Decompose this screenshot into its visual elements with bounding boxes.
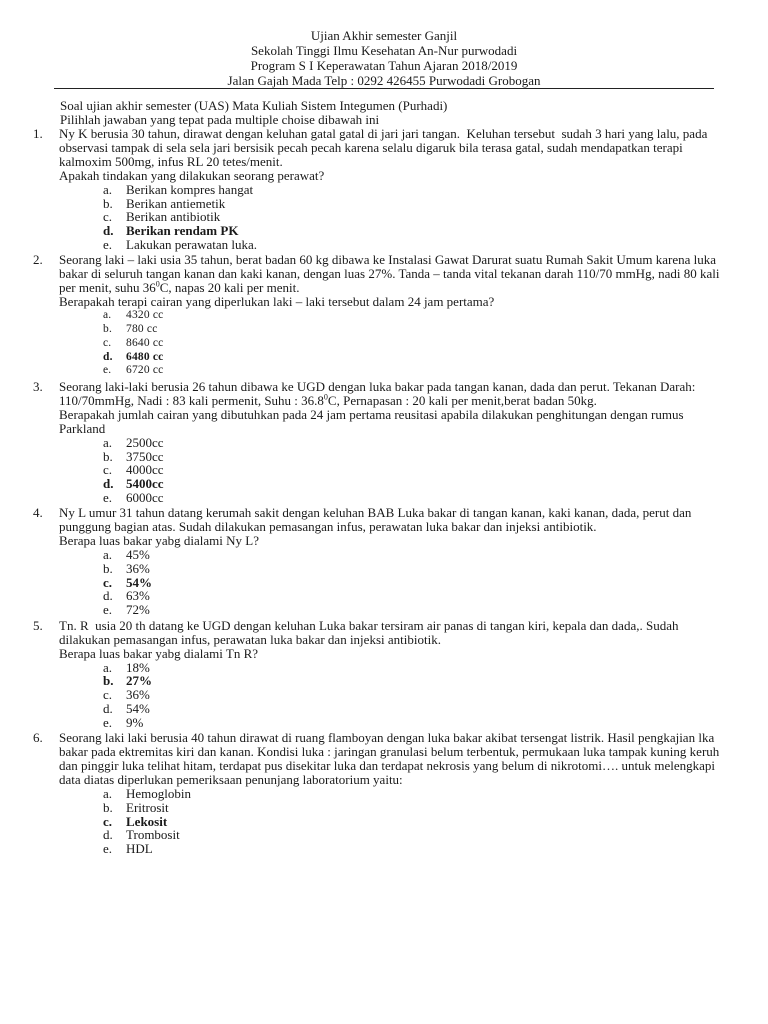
answer-option bbox=[59, 603, 721, 617]
question-number: 2. bbox=[33, 252, 43, 268]
option-letter: b. bbox=[103, 561, 113, 576]
question-5 bbox=[0, 619, 768, 729]
exam-header bbox=[0, 28, 768, 88]
answer-option bbox=[59, 477, 721, 491]
answer-option bbox=[59, 450, 721, 464]
question-3 bbox=[0, 380, 768, 504]
option-text: 9% bbox=[126, 714, 144, 730]
option-text: 4000cc bbox=[126, 462, 164, 478]
answer-options bbox=[59, 436, 721, 504]
option-text: Berikan antibiotik bbox=[126, 209, 221, 225]
header-divider bbox=[54, 88, 714, 89]
answer-option bbox=[59, 183, 721, 197]
question-ask: Berapa luas bakar yabg dialami Tn R? bbox=[59, 645, 259, 661]
option-letter: e. bbox=[103, 489, 113, 505]
option-text: Hemoglobin bbox=[126, 786, 191, 802]
option-text: 72% bbox=[126, 602, 150, 618]
stem-text-b: C, napas 20 kali per menit. bbox=[159, 280, 300, 296]
answer-option bbox=[59, 688, 721, 702]
option-text: Berikan kompres hangat bbox=[126, 182, 254, 197]
option-letter: e. bbox=[103, 602, 113, 618]
option-text: Lekosit bbox=[126, 813, 168, 829]
option-letter: c. bbox=[103, 687, 113, 703]
answer-option bbox=[59, 562, 721, 576]
option-text: 63% bbox=[126, 588, 150, 604]
question-ask: Berapakah terapi cairan yang diperlukan laki – laki tersebut dalam 24 jam pertama? bbox=[59, 294, 495, 310]
answer-options bbox=[59, 309, 721, 377]
option-letter: c. bbox=[103, 336, 112, 349]
answer-option bbox=[59, 787, 721, 801]
option-text: Berikan antiemetik bbox=[126, 195, 226, 211]
option-letter: e. bbox=[103, 236, 113, 252]
option-text: 54% bbox=[126, 574, 152, 590]
question-stem: Ny K berusia 30 tahun, dirawat dengan keluhan gatal gatal di jari jari tangan. Keluhan tersebut sudah 3 hari yang lalu, pada observasi tampak di sela sela jari bersisik pecah pecah karena selalu digaruk bila terasa gatal, sudah mendapatkan terapi kalmoxim 500mg, infus RL 20 tetes/menit. bbox=[59, 126, 711, 169]
header-program: Program S I Keperawatan Tahun Ajaran 2018/2019 bbox=[250, 58, 518, 73]
question-ask: Apakah tindakan yang dilakukan seorang perawat? bbox=[59, 168, 325, 183]
question-stem: Tn. R usia 20 th datang ke UGD dengan keluhan Luka bakar tersiram air panas di tangan kiri, kepala dan dada,. Sudah dilakukan pemasangan infus, perawatan luka bakar dan injeksi antibiotik. bbox=[59, 617, 682, 647]
option-text: 8640 cc bbox=[126, 336, 164, 349]
degree-superscript: 0 bbox=[155, 280, 160, 290]
stem-text-a: Seorang laki-laki berusia 26 tahun dibawa ke UGD dengan luka bakar pada tangan kanan, dada dan perut. Tekanan Darah: 110/70mmHg, Nadi : 83 kali permenit, Suhu : 36.8 bbox=[59, 378, 699, 408]
question-stem: Ny L umur 31 tahun datang kerumah sakit dengan keluhan BAB Luka bakar di tangan kanan, kaki kanan, dada, perut dan punggung bagian atas. Sudah dilakukan pemasangan infus, perawatan luka bakar dan injeksi antibiotik. bbox=[59, 505, 695, 535]
answer-option bbox=[59, 323, 721, 337]
option-letter: d. bbox=[103, 475, 114, 491]
answer-option bbox=[59, 548, 721, 562]
answer-option bbox=[59, 716, 721, 730]
answer-option bbox=[59, 576, 721, 590]
answer-option bbox=[59, 224, 721, 238]
question-number: 1. bbox=[33, 126, 43, 141]
intro-course-line: Soal ujian akhir semester (UAS) Mata Kuliah Sistem Integumen (Purhadi) bbox=[60, 98, 448, 113]
answer-option bbox=[59, 702, 721, 716]
question-number: 3. bbox=[33, 378, 43, 394]
stem-text-a: Seorang laki – laki usia 35 tahun, berat badan 60 kg dibawa ke Instalasi Gawat Darurat suatu Rumah Sakit Umum karena luka bakar di seluruh tangan kanan dan kaki kanan, dengan luas 27%. Tanda – tanda vital tekanan darah 110/70 mmHg, nadi 80 kali per menit, suhu 36 bbox=[59, 252, 723, 296]
answer-option bbox=[59, 238, 721, 252]
question-stem: Seorang laki laki berusia 40 tahun dirawat di ruang flamboyan dengan luka bakar akibat tersengat listrik. Hasil pengkajian lka bakar pada ektremitas kiri dan kanan. Kondisi luka : jaringan granulasi belum terbentuk, permukaan luka tampak kuning keruh dan pinggir luka telihat hitam, terdapat pus disekitar luka dan terdapat nekrosis yang belum di nikrotomi…. untuk melengkapi data diatas diperlukan pemeriksaan penunjang laboratorium yaitu: bbox=[59, 730, 723, 788]
question-2 bbox=[0, 253, 768, 377]
option-text: 45% bbox=[126, 547, 150, 563]
option-letter: a. bbox=[103, 434, 113, 450]
intro-instruction: Pilihlah jawaban yang tepat pada multiple choise dibawah ini bbox=[60, 112, 380, 127]
option-text: Eritrosit bbox=[126, 799, 169, 815]
option-letter: a. bbox=[103, 659, 113, 675]
answer-option bbox=[59, 351, 721, 365]
option-letter: c. bbox=[103, 209, 113, 225]
question-6 bbox=[0, 731, 768, 855]
option-text: Lakukan perawatan luka. bbox=[126, 236, 258, 252]
option-text: 36% bbox=[126, 561, 150, 576]
answer-option bbox=[59, 815, 721, 829]
degree-superscript: 0 bbox=[323, 392, 328, 402]
answer-option bbox=[59, 589, 721, 603]
answer-option bbox=[59, 801, 721, 815]
answer-option bbox=[59, 436, 721, 450]
answer-options bbox=[59, 661, 721, 729]
option-letter: c. bbox=[103, 462, 113, 478]
option-letter: e. bbox=[103, 714, 113, 730]
option-text: Trombosit bbox=[126, 827, 180, 843]
option-letter: b. bbox=[103, 448, 113, 464]
option-letter: e. bbox=[103, 364, 112, 377]
option-text: 780 cc bbox=[126, 323, 158, 336]
answer-option bbox=[59, 210, 721, 224]
answer-option bbox=[59, 661, 721, 675]
exam-intro bbox=[60, 99, 447, 127]
header-school-name: Sekolah Tinggi Ilmu Kesehatan An-Nur purwodadi bbox=[250, 43, 518, 58]
answer-options bbox=[59, 787, 721, 855]
option-letter: e. bbox=[103, 840, 113, 856]
option-text: 2500cc bbox=[126, 434, 164, 450]
question-number: 4. bbox=[33, 505, 43, 521]
option-text: 18% bbox=[126, 659, 150, 675]
option-letter: a. bbox=[103, 309, 112, 322]
option-letter: b. bbox=[103, 195, 113, 211]
question-ask: Berapa luas bakar yabg dialami Ny L? bbox=[59, 533, 259, 549]
option-text: 27% bbox=[126, 673, 152, 689]
header-address: Jalan Gajah Mada Telp : 0292 426455 Purwodadi Grobogan bbox=[227, 73, 541, 88]
option-text: 54% bbox=[126, 700, 150, 716]
option-letter: d. bbox=[103, 700, 113, 716]
answer-option bbox=[59, 828, 721, 842]
option-text: 3750cc bbox=[126, 448, 164, 464]
option-text: Berikan rendam PK bbox=[126, 223, 239, 239]
answer-options bbox=[59, 548, 721, 616]
stem-text-b: C, Pernapasan : 20 kali per menit,berat badan 50kg. bbox=[327, 392, 597, 408]
option-letter: b. bbox=[103, 673, 114, 689]
answer-option bbox=[59, 842, 721, 856]
option-letter: a. bbox=[103, 547, 113, 563]
answer-option bbox=[59, 197, 721, 211]
question-stem bbox=[59, 253, 721, 295]
question-number: 6. bbox=[33, 730, 43, 746]
option-letter: c. bbox=[103, 574, 113, 590]
answer-option bbox=[59, 463, 721, 477]
option-text: 5400cc bbox=[126, 475, 164, 491]
answer-option bbox=[59, 364, 721, 378]
option-letter: b. bbox=[103, 323, 113, 336]
option-letter: d. bbox=[103, 223, 114, 239]
question-stem bbox=[59, 380, 721, 408]
option-text: 36% bbox=[126, 687, 150, 703]
option-letter: d. bbox=[103, 350, 113, 363]
option-text: 4320 cc bbox=[126, 309, 164, 322]
question-list bbox=[0, 126, 768, 856]
option-text: 6000cc bbox=[126, 489, 164, 505]
option-letter: b. bbox=[103, 799, 113, 815]
question-4 bbox=[0, 506, 768, 616]
answer-option bbox=[59, 674, 721, 688]
answer-options bbox=[59, 183, 721, 251]
question-number: 5. bbox=[33, 617, 43, 633]
question-1 bbox=[0, 127, 768, 251]
answer-option bbox=[59, 337, 721, 351]
option-letter: c. bbox=[103, 813, 113, 829]
answer-option bbox=[59, 491, 721, 505]
option-text: HDL bbox=[126, 840, 153, 856]
answer-option bbox=[59, 309, 721, 323]
option-letter: a. bbox=[103, 182, 113, 197]
option-letter: d. bbox=[103, 588, 113, 604]
option-letter: d. bbox=[103, 827, 113, 843]
option-letter: a. bbox=[103, 786, 113, 802]
option-text: 6480 cc bbox=[126, 350, 164, 363]
header-exam-title: Ujian Akhir semester Ganjil bbox=[310, 28, 458, 43]
option-text: 6720 cc bbox=[126, 364, 164, 377]
question-ask: Berapakah jumlah cairan yang dibutuhkan pada 24 jam pertama reusitasi apabila dilakukan penghitungan dengan rumus Parkland bbox=[59, 406, 687, 436]
